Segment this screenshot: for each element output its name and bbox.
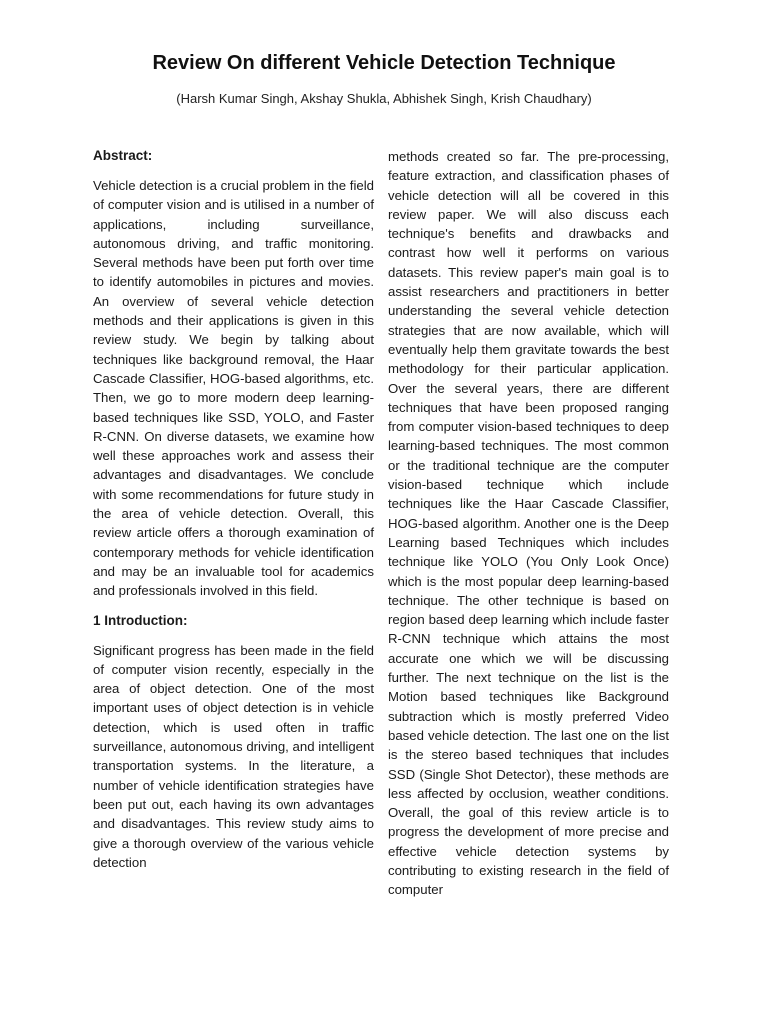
- abstract-heading: Abstract:: [93, 148, 153, 163]
- abstract-text: Vehicle detection is a crucial problem in the field of computer vision and is utilised in a number of applications, including surveillance, autonomous driving, and traffic monitoring. Several methods have been put forth over time to identify automobiles in pictures and movies. An overview of several vehicle detection methods and their applications is given in this review study. We begin by talking about techniques like background removal, the Haar Cascade Classifier, HOG-based algorithms, etc. Then, we go to more modern deep learning-based techniques like SSD, YOLO, and Faster R-CNN. On diverse datasets, we examine how well these approaches work and assess their advantages and disadvantages. We conclude with some recommendations for future study in the area of vehicle detection. Overall, this review article offers a thorough examination of contemporary methods for vehicle identification and may be an invaluable tool for academics and professionals involved in this field.: [93, 178, 374, 599]
- left-column: [93, 146, 374, 872]
- introduction-text-continued: methods created so far. The pre-processing, feature extraction, and classification phases of vehicle detection will all be covered in this review paper. We will also discuss each technique's benefits and drawbacks and contrast how well it performs on various datasets. This review paper's main goal is to assist researchers and practitioners in better understanding the several vehicle detection strategies that are now available, which will eventually help them gravitate towards the best methodology for their particular application. Over the several years, there are different techniques that have been proposed ranging from computer vision-based techniques to deep learning-based techniques. The most common or the traditional technique are the computer vision-based technique which include techniques like the Haar Cascade Classifier, HOG-based algorithm. Another one is the Deep Learning based Techniques which includes technique like YOLO (You Only Look Once) which is the most popular deep learning-based technique. The other technique is based on region based deep learning which include faster R-CNN technique which attains the most accurate one which we will be discussing further. The next technique on the list is the Motion based techniques like Background subtraction which is mostly preferred Video based vehicle detection. The last one on the list is the stereo based techniques that includes SSD (Single Shot Detector), these methods are less affected by occlusion, weather conditions. Overall, the goal of this review article is to progress the development of more precise and effective vehicle detection systems by contributing to existing research in the field of computer: [388, 149, 669, 898]
- author-list: (Harsh Kumar Singh, Akshay Shukla, Abhishek Singh, Krish Chaudhary): [176, 91, 592, 106]
- right-column: [388, 147, 669, 900]
- paper-title: Review On different Vehicle Detection Technique: [152, 52, 616, 74]
- introduction-text: Significant progress has been made in the field of computer vision recently, especially in the area of object detection. One of the most important uses of object detection is in vehicle detection, which is used often in traffic surveillance, autonomous driving, and intelligent transportation systems. In the literature, a number of vehicle identification strategies have been put out, each having its own advantages and disadvantages. This review study aims to give a thorough overview of the various vehicle detection: [93, 642, 374, 870]
- introduction-heading: 1 Introduction:: [93, 612, 188, 628]
